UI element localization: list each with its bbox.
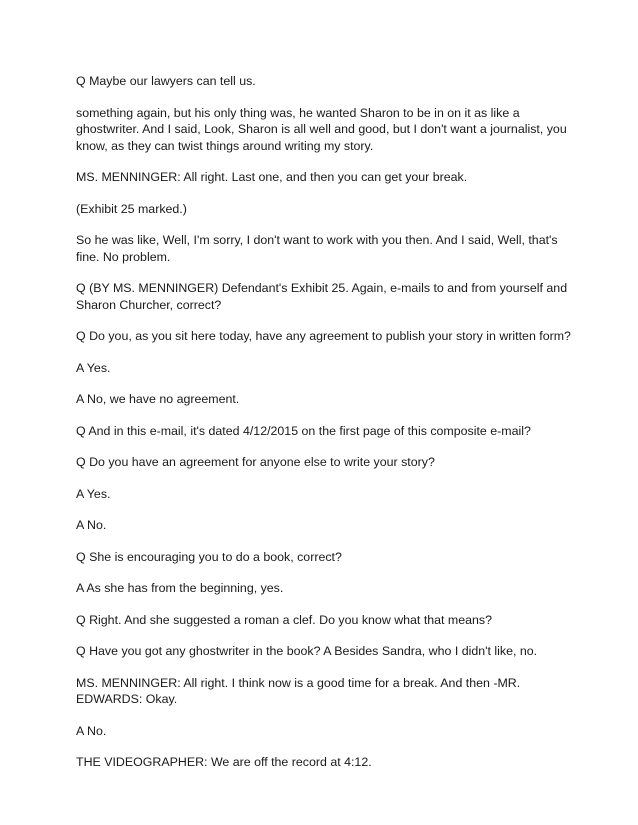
transcript-paragraph: A No. (76, 723, 107, 738)
transcript-paragraph: (Exhibit 25 marked.) (76, 201, 187, 216)
transcript-paragraph: Q Do you have an agreement for anyone else to write your story? (76, 455, 435, 469)
transcript-paragraph: A Yes. (76, 360, 111, 375)
transcript-paragraph: Q Maybe our lawyers can tell us. (76, 74, 256, 88)
transcript-paragraph: A No. (76, 518, 107, 532)
transcript-paragraph: A No, we have no agreement. (76, 392, 240, 406)
transcript-paragraph: MS. MENNINGER: All right. I think now is a good time for a break. And then -MR. EDWARDS: Okay. (76, 675, 521, 706)
transcript-body (76, 73, 576, 771)
transcript-paragraph: Q Have you got any ghostwriter in the book? A Besides Sandra, who I didn't like, no. (76, 644, 538, 658)
transcript-paragraph: A As she has from the beginning, yes. (76, 581, 284, 595)
transcript-paragraph: Q Right. And she suggested a roman a clef. Do you know what that means? (76, 612, 493, 627)
transcript-paragraph: THE VIDEOGRAPHER: We are off the record at 4:12. (76, 755, 372, 769)
transcript-paragraph: something again, but his only thing was, he wanted Sharon to be in on it as like a ghostwriter. And I said, Look, Sharon is all well and good, but I don't want a journalist, you know, as they can twist things around writing my story. (76, 105, 567, 153)
transcript-paragraph: Q (BY MS. MENNINGER) Defendant's Exhibit 25. Again, e-mails to and from yourself and Sharon Churcher, correct? (76, 281, 568, 312)
transcript-paragraph: Q Do you, as you sit here today, have any agreement to publish your story in written form? (76, 329, 571, 343)
transcript-paragraph: So he was like, Well, I'm sorry, I don't want to work with you then. And I said, Well, that's fine. No problem. (76, 233, 558, 264)
transcript-paragraph: Q And in this e-mail, it's dated 4/12/2015 on the first page of this composite e-mail? (76, 423, 531, 438)
transcript-paragraph: Q She is encouraging you to do a book, correct? (76, 549, 342, 564)
transcript-paragraph: MS. MENNINGER: All right. Last one, and then you can get your break. (76, 170, 468, 184)
transcript-paragraph: A Yes. (76, 486, 111, 501)
